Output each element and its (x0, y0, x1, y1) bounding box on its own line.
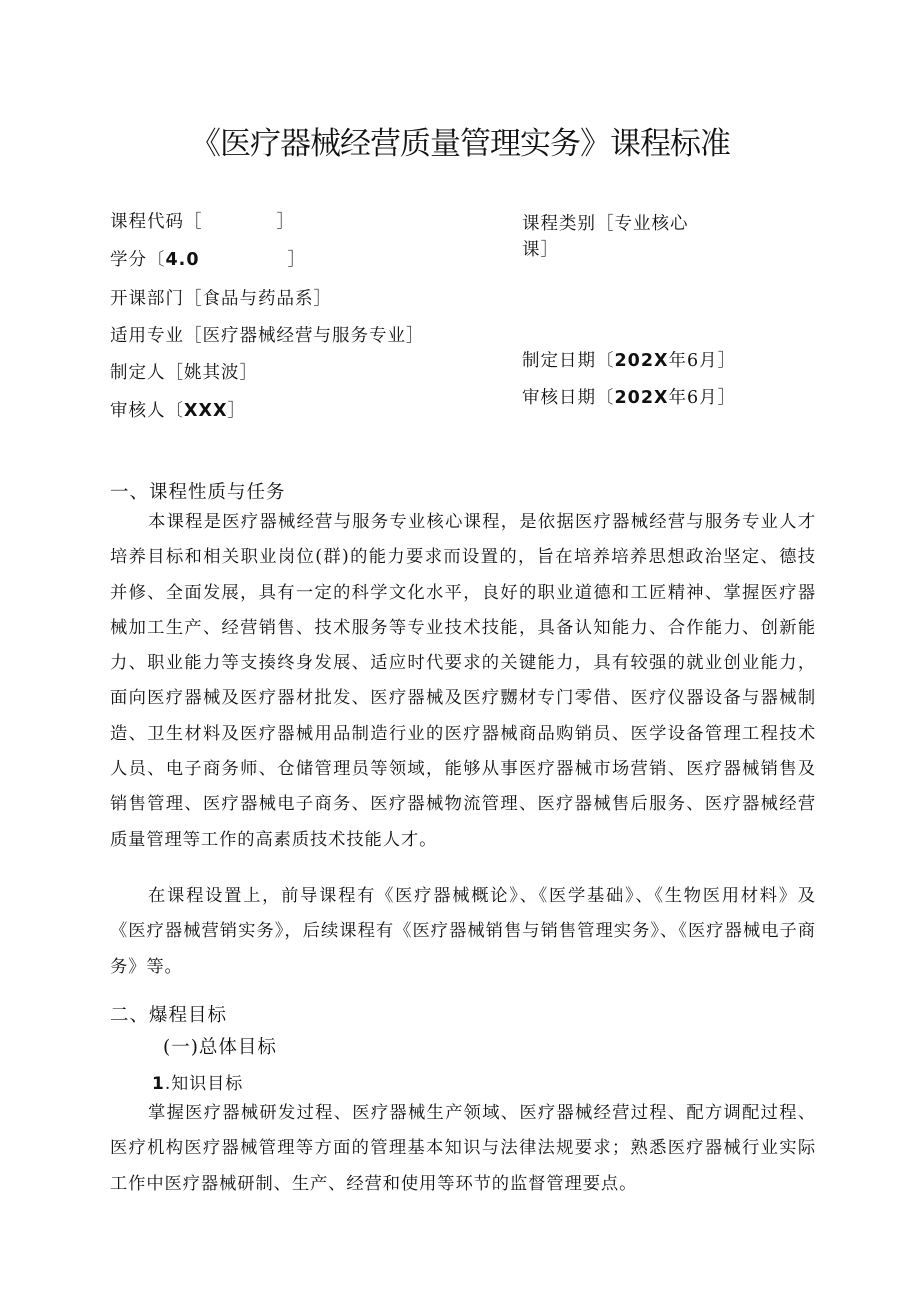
author: 制定人［姚其波］ (110, 363, 258, 383)
reviewer (110, 398, 246, 424)
reviewer-close: ］ (227, 401, 246, 421)
course-code: 课程代码［ ］ (110, 212, 295, 232)
made-date (522, 348, 736, 374)
review-date-label: 审核日期〔 (522, 388, 615, 408)
subheading-knowledge-goal (152, 1069, 243, 1094)
section-1-paragraph-1: 本课程是医疗器械经营与服务专业核心课程，是依据医疗器械经营与服务专业人才培养目标和相关职业岗位(群)的能力要求而设置的，旨在培养培养思想政治坚定、德技并修、全面发展，具有一定的科学文化水平，良好的职业道德和工匠精神、掌握医疗器械加工生产、经营销售、技术服务等专业技术技能，具备认知能力、合作能力、创新能力、职业能力等支揍终身发展、适应时代要求的关键能力，具有较强的就业创业能力，面向医疗器械及医疗器材批发、医疗器械及医疗嬲材专门零借、医疗仪器设备与器械制造、卫生材料及医疗器械用品制造行业的医疗器械商品购销员、医学设备管理工程技术人员、电子商务师、仓储管理员等领域，能够从事医疗器械市场营销、医疗器械销售及销售管理、医疗器械电子商务、医疗器械物流管理、医疗器械售后服务、医疗器械经营质量管理等工作的高素质技术技能人才。 (110, 512, 816, 850)
made-date-label: 制定日期〔 (522, 351, 615, 371)
course-type-line2: 课］ (522, 240, 559, 260)
section-heading-2: 二、爆程目标 (110, 1005, 228, 1026)
subheading-overall-goal: (一)总体目标 (163, 1037, 277, 1058)
section-heading-1: 一、课程性质与任务 (110, 482, 286, 503)
credit (110, 247, 306, 273)
major: 适用专业［医疗器械经营与服务专业］ (110, 326, 425, 346)
subheading-number: 1 (152, 1074, 165, 1094)
section-2-paragraph-1: 掌握医疗器械研发过程、医疗器械生产领域、医疗器械经营过程、配方调配过程、医疗机构医疗器械管理等方面的管理基本知识与法律法规要求；熟悉医疗器械行业实际工作中医疗器械研制、生产、经营和使用等环节的监督管理要点。 (110, 1103, 816, 1194)
review-date-value: 202X (614, 388, 669, 408)
credit-close: ］ (287, 250, 307, 270)
section-1-paragraph-2: 在课程设置上，前导课程有《医疗器械概论》、《医学基础》、《生物医用材料》及《医疗器械营销实务》，后续课程有《医疗器械销售与销售管理实务》、《医疗器械电子商务》等。 (110, 886, 816, 977)
course-type-line1: 课程类别［专业核心 (522, 214, 689, 234)
document-title: 《医疗器械经营质量管理实务》课程标准 (190, 126, 730, 162)
made-date-value: 202X (614, 351, 669, 371)
reviewer-value: XXX (184, 401, 228, 421)
review-date-rest: 年6月］ (668, 388, 737, 408)
reviewer-label: 审核人〔 (110, 401, 184, 421)
department: 开课部门［食品与药品系］ (110, 289, 332, 309)
subheading-text: .知识目标 (164, 1074, 244, 1094)
credit-label: 学分〔 (110, 250, 166, 270)
credit-value: 4.0 (165, 250, 200, 270)
made-date-rest: 年6月］ (668, 351, 737, 371)
review-date (522, 385, 736, 411)
